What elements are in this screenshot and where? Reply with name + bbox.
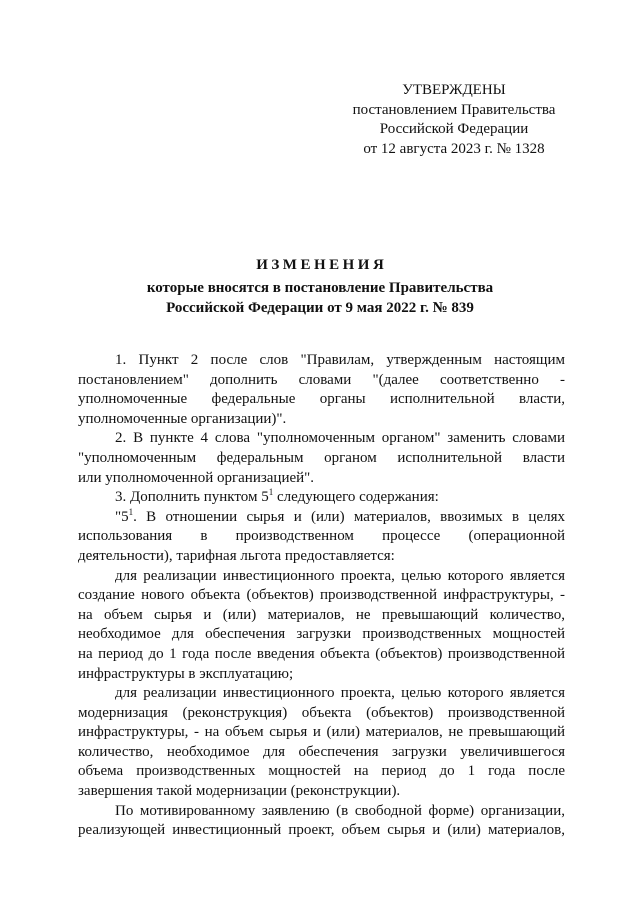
text-line: создание нового объекта (объектов) производственной инфраструктуры, - xyxy=(78,587,565,604)
text-line: "уполномоченным федеральным органом исполнительной власти xyxy=(78,449,565,466)
text-segment: . В отношении сырья и (или) материалов, ввозимых в целях xyxy=(133,508,565,525)
text-line: использования в производственном процессе (операционной xyxy=(78,528,565,545)
text-line: количество, необходимое для обеспечения загрузки увеличившегося xyxy=(78,743,565,760)
approval-line: постановлением Правительства xyxy=(352,101,556,118)
paragraph-7 xyxy=(78,802,565,841)
document-body xyxy=(78,351,565,841)
text-line: модернизация (реконструкция) объекта (объектов) производственной xyxy=(78,704,565,721)
text-line: По мотивированному заявлению (в свободной форме) организации, xyxy=(115,802,565,819)
text-line xyxy=(78,488,565,508)
document-title: ИЗМЕНЕНИЯ xyxy=(256,257,388,273)
subtitle-line: которые вносятся в постановление Правительства xyxy=(146,280,494,296)
text-line: постановлением" дополнить словами "(далее соответственно - xyxy=(78,371,565,388)
paragraph-4 xyxy=(78,508,565,567)
document-subtitle xyxy=(0,279,640,318)
text-line: завершения такой модернизации (реконструкции). xyxy=(78,783,401,800)
paragraph-3 xyxy=(78,488,565,508)
approval-stamp xyxy=(334,81,574,159)
text-segment: следующего содержания: xyxy=(273,489,439,506)
approval-heading: УТВЕРЖДЕНЫ xyxy=(402,82,506,98)
text-line: объема производственных мощностей на период до 1 года после xyxy=(78,763,565,780)
approval-line: от 12 августа 2023 г. № 1328 xyxy=(363,140,545,157)
paragraph-1 xyxy=(78,351,565,429)
text-line: деятельности), тарифная льгота предоставляется: xyxy=(78,547,395,564)
superscript: 1 xyxy=(128,506,134,517)
text-segment: "5 xyxy=(115,508,129,525)
superscript: 1 xyxy=(268,487,274,498)
text-segment: 3. Дополнить пунктом 5 xyxy=(115,489,269,506)
text-line: на период до 1 года после введения объекта (объектов) производственной xyxy=(78,645,565,662)
paragraph-5 xyxy=(78,567,565,685)
text-line: для реализации инвестиционного проекта, целью которого является xyxy=(115,685,565,702)
text-line: инфраструктуры, - на объем сырья и (или) материалов, не превышающий xyxy=(78,724,565,741)
text-line xyxy=(78,508,565,528)
approval-line: Российской Федерации xyxy=(379,121,529,138)
text-line: уполномоченные организации)". xyxy=(78,410,287,427)
text-line: инфраструктуры в эксплуатацию; xyxy=(78,665,294,682)
text-line: или уполномоченной организацией". xyxy=(78,469,315,486)
text-line: 1. Пункт 2 после слов "Правилам, утвержденным настоящим xyxy=(115,352,565,368)
text-line: реализующей инвестиционный проект, объем сырья и (или) материалов, xyxy=(78,822,565,839)
paragraph-2 xyxy=(78,429,565,488)
text-line: для реализации инвестиционного проекта, целью которого является xyxy=(115,567,565,584)
subtitle-line: Российской Федерации от 9 мая 2022 г. № 839 xyxy=(166,299,474,316)
text-line: на объем сырья и (или) материалов, не превышающий количество, xyxy=(78,606,565,623)
text-line: 2. В пункте 4 слова "уполномоченным органом" заменить словами xyxy=(115,430,565,447)
text-line: необходимое для обеспечения загрузки производственных мощностей xyxy=(78,626,565,643)
paragraph-6 xyxy=(78,684,565,802)
text-line: уполномоченные федеральные органы исполнительной власти, xyxy=(78,391,565,408)
